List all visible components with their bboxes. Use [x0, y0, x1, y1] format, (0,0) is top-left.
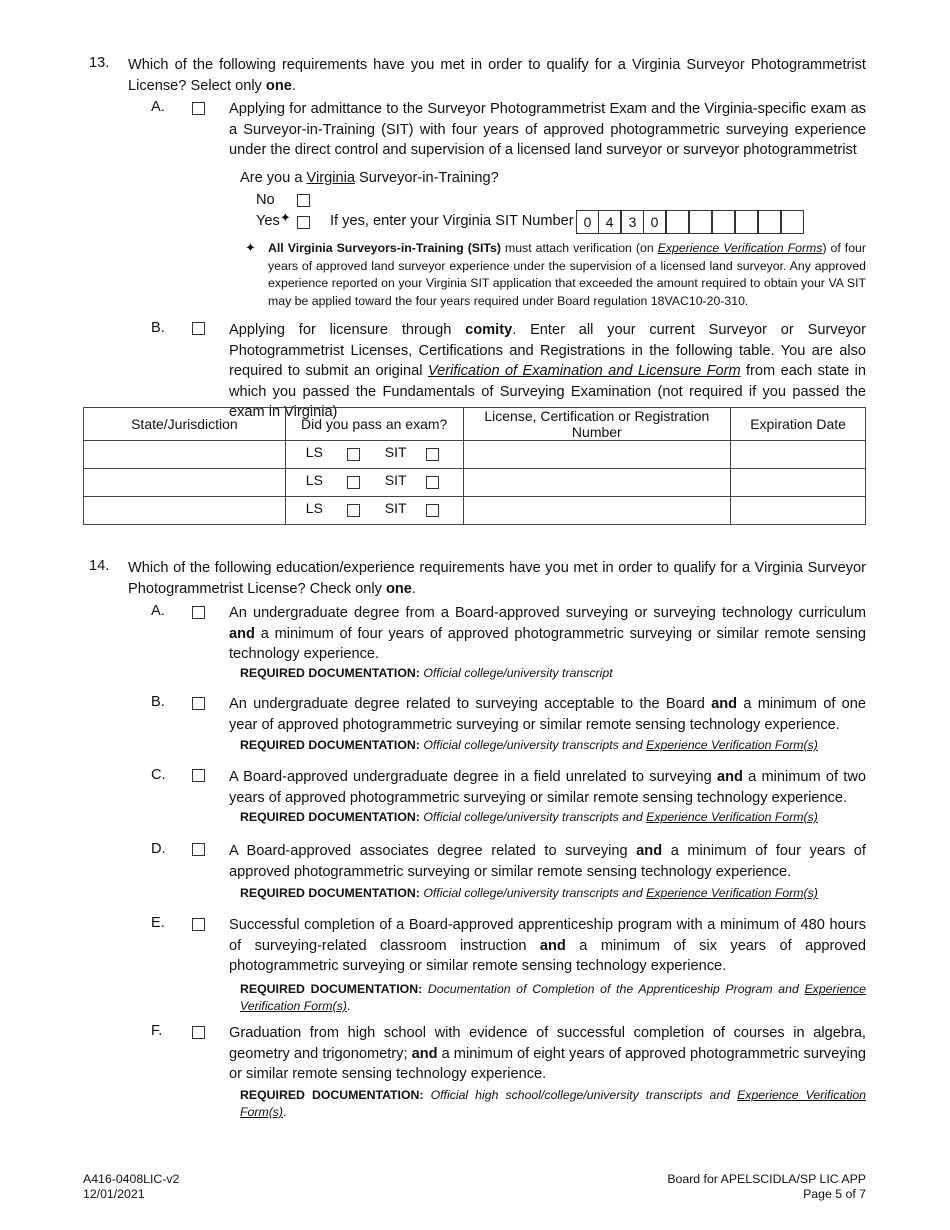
- form-date: 12/01/2021: [83, 1186, 145, 1201]
- license-number-cell[interactable]: [463, 441, 731, 469]
- q14-option-c-checkbox[interactable]: [192, 769, 205, 782]
- exam-cell: [285, 469, 463, 497]
- sit-checkbox[interactable]: [426, 476, 439, 489]
- exam-cell: [285, 497, 463, 525]
- table-header-row: [84, 408, 866, 441]
- sit-digit[interactable]: 3: [621, 210, 644, 234]
- exam-cell: [285, 441, 463, 469]
- q14-text: Which of the following education/experience requirements have you met in order to qualify for a Virginia Surveyor Photogrammetrist License? Check only one.: [128, 560, 866, 597]
- sit-digit[interactable]: [689, 210, 712, 234]
- sit-digit[interactable]: [735, 210, 758, 234]
- q14-option-e-text: Successful completion of a Board-approved apprenticeship program with a minimum of 480 hours of surveying-related classroom instruction and a minimum of six years of approved photogrammetric surveying or similar remote sensing technology experience.: [229, 917, 866, 974]
- footer-left: [83, 1172, 179, 1201]
- q14-option-a-required-doc: REQUIRED DOCUMENTATION: Official college/university transcript: [240, 666, 613, 680]
- page-number: Page 5 of 7: [803, 1186, 866, 1201]
- q14-option-a-letter: A.: [151, 603, 165, 619]
- expiration-cell[interactable]: [731, 497, 866, 525]
- q13-option-a-letter: A.: [151, 99, 165, 115]
- q13-text: Which of the following requirements have you met in order to qualify for a Virginia Surveyor Photogrammetrist License? Select only one.: [128, 57, 866, 94]
- footer-right: [667, 1172, 866, 1201]
- q14-option-b-checkbox[interactable]: [192, 697, 205, 710]
- q14-option-c-letter: C.: [151, 767, 166, 783]
- q14-option-f-letter: F.: [151, 1023, 163, 1039]
- q14-option-e-checkbox[interactable]: [192, 918, 205, 931]
- sit-digit[interactable]: [712, 210, 735, 234]
- q14-number: 14.: [89, 558, 110, 574]
- q14-option-c-text: A Board-approved undergraduate degree in a field unrelated to surveying and a minimum of two years of approved photogrammetric surveying or similar remote sensing technology experience.: [229, 769, 866, 806]
- q14-option-a-text: An undergraduate degree from a Board-approved surveying or surveying technology curriculum and a minimum of four years of approved photogrammetric surveying or similar remote sensing technology experience.: [229, 605, 866, 662]
- q14-option-d-checkbox[interactable]: [192, 843, 205, 856]
- q14-option-d-required-doc: REQUIRED DOCUMENTATION: Official college/university transcripts and Experience Verification Form(s): [240, 886, 818, 900]
- board-name: Board for APELSCIDLA/SP LIC APP: [667, 1172, 866, 1186]
- sit-no-label: No: [256, 192, 275, 208]
- q13-option-a-checkbox[interactable]: [192, 102, 205, 115]
- sit-no-checkbox[interactable]: [297, 194, 310, 207]
- q14-option-f-required-doc: REQUIRED DOCUMENTATION: Official high school/college/university transcripts and Experience Verification Form(s).: [240, 1088, 867, 1119]
- q14-option-b-letter: B.: [151, 694, 165, 710]
- sit-digit[interactable]: 4: [598, 210, 621, 234]
- sit-yes-checkbox[interactable]: [297, 216, 310, 229]
- q13-option-a-text: Applying for admittance to the Surveyor Photogrammetrist Exam and the Virginia-specific exam as a Surveyor-in-Training (SIT) with four years of approved photogrammetric surveying experience under the direct control and supervision of a licensed land surveyor or surveyor photogrammetrist: [229, 101, 866, 158]
- state-cell[interactable]: [84, 469, 286, 497]
- table-row: [84, 441, 866, 469]
- q14-option-d-text: A Board-approved associates degree related to surveying and a minimum of four years of approved photogrammetric surveying or similar remote sensing technology experience.: [229, 843, 866, 880]
- ls-label: LS: [305, 472, 323, 488]
- col-header-expiration: Expiration Date: [731, 408, 866, 441]
- license-number-cell[interactable]: [463, 469, 731, 497]
- sit-digit[interactable]: [781, 210, 804, 234]
- col-header-state: State/Jurisdiction: [84, 408, 286, 441]
- q14-option-d-letter: D.: [151, 841, 166, 857]
- ls-checkbox[interactable]: [347, 504, 360, 517]
- ls-checkbox[interactable]: [347, 476, 360, 489]
- q13-number: 13.: [89, 55, 110, 71]
- expiration-cell[interactable]: [731, 441, 866, 469]
- form-id: A416-0408LIC-v2: [83, 1172, 180, 1186]
- sit-question: Are you a Virginia Surveyor-in-Training?: [240, 170, 499, 186]
- sit-digit[interactable]: 0: [576, 210, 599, 234]
- q14-option-a-checkbox[interactable]: [192, 606, 205, 619]
- col-header-license-number: License, Certification or Registration Number: [463, 408, 731, 441]
- state-cell[interactable]: [84, 441, 286, 469]
- sit-yes-label: Yes✦: [256, 210, 291, 229]
- sit-label: SIT: [384, 472, 407, 488]
- q14-option-b-required-doc: REQUIRED DOCUMENTATION: Official college/university transcripts and Experience Verification Form(s): [240, 738, 818, 752]
- licensure-table: [83, 407, 866, 525]
- col-header-exam: Did you pass an exam?: [285, 408, 463, 441]
- q13-option-b-text: Applying for licensure through comity. Enter all your current Surveyor or Surveyor Photogrammetrist Licenses, Certifications and Registrations in the following table. You are also required to submit an original Verification of Examination and Licensure Form from each state in which you passed the Fundamentals of Surveying Examination (not required if you passed the exam in Virginia): [229, 322, 866, 420]
- q14-option-c-required-doc: REQUIRED DOCUMENTATION: Official college/university transcripts and Experience Verification Form(s): [240, 810, 818, 824]
- q14-option-e-required-doc: REQUIRED DOCUMENTATION: Documentation of Completion of the Apprenticeship Program and Experience Verification Form(s).: [240, 982, 867, 1013]
- ls-label: LS: [305, 444, 323, 460]
- q13-option-b-checkbox[interactable]: [192, 322, 205, 335]
- license-number-cell[interactable]: [463, 497, 731, 525]
- star-icon: ✦: [245, 240, 256, 255]
- q14-option-f-checkbox[interactable]: [192, 1026, 205, 1039]
- sit-digit[interactable]: [666, 210, 689, 234]
- table-row: [84, 469, 866, 497]
- sit-note: All Virginia Surveyors-in-Training (SITs) must attach verification (on Experience Verification Forms) of four years of approved land surveyor experience under the supervision of a licensed land surveyor. Any approved experience reported on your Virginia SIT application that exceeded the amount required to obtain your VA SIT may be applied toward the four years required under Board regulation 18VAC10-20-310.: [268, 241, 866, 308]
- q14-option-f-text: Graduation from high school with evidence of successful completion of courses in algebra, geometry and trigonometry; and a minimum of eight years of approved photogrammetric surveying or similar remote sensing technology experience.: [229, 1025, 866, 1082]
- star-icon: ✦: [279, 210, 291, 225]
- ls-label: LS: [305, 500, 323, 516]
- table-row: [84, 497, 866, 525]
- sit-digit[interactable]: 0: [643, 210, 666, 234]
- q14-option-e-letter: E.: [151, 915, 165, 931]
- state-cell[interactable]: [84, 497, 286, 525]
- sit-digit[interactable]: [758, 210, 781, 234]
- sit-label: SIT: [384, 500, 407, 516]
- ls-checkbox[interactable]: [347, 448, 360, 461]
- sit-checkbox[interactable]: [426, 448, 439, 461]
- q13-option-b-letter: B.: [151, 320, 165, 336]
- sit-label: SIT: [384, 444, 407, 460]
- sit-checkbox[interactable]: [426, 504, 439, 517]
- expiration-cell[interactable]: [731, 469, 866, 497]
- sit-number-prompt: If yes, enter your Virginia SIT Number: [330, 213, 574, 229]
- q14-option-b-text: An undergraduate degree related to surveying acceptable to the Board and a minimum of one year of approved photogrammetric surveying or similar remote sensing technology experience.: [229, 696, 866, 733]
